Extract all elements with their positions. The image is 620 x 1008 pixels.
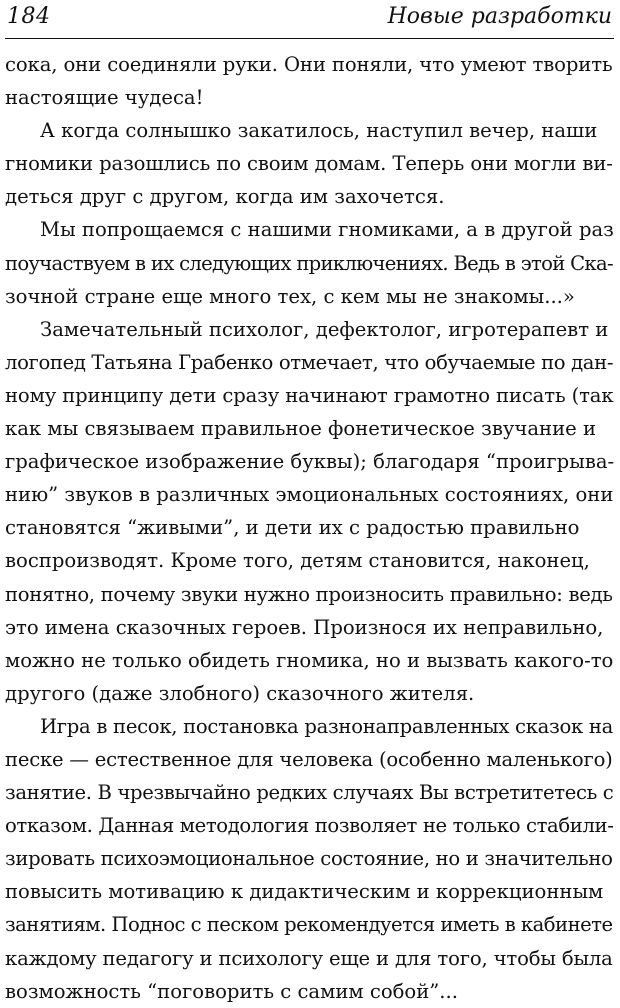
- text-line: зочной стране еще много тех, с кем мы не знакомы...»: [5, 284, 575, 308]
- text-line: логопед Татьяна Грабенко отмечает, что обучаемые по дан-: [5, 350, 614, 374]
- text-line: можно не только обидеть гномика, но и вызвать какого-то: [5, 648, 614, 672]
- running-title: Новые разработки: [387, 4, 612, 29]
- body-text: [5, 48, 614, 1008]
- text-line: другого (даже злобного) сказочного жителя.: [5, 681, 475, 705]
- text-line: как мы связываем правильное фонетическое звучание и: [5, 417, 597, 441]
- text-line: настоящие чудеса!: [5, 86, 204, 110]
- text-line: А когда солнышко закатилось, наступил вечер, наши: [40, 119, 598, 143]
- text-line: нию” звуков в различных эмоциональных состояниях, они: [5, 483, 614, 507]
- text-line: занятие. В чрезвычайно редких случаях Вы встретитетесь с: [5, 781, 614, 805]
- text-line: графическое изображение буквы); благодаря “проигрыва-: [5, 450, 615, 474]
- text-line: занятиям. Поднос с песком рекомендуется иметь в кабинете: [5, 913, 613, 937]
- text-line: ному принципу дети сразу начинают грамотно писать (так: [5, 383, 614, 407]
- text-line: возможность “поговорить с самим собой”...: [5, 979, 458, 1003]
- text-line: гномики разошлись по своим домам. Теперь они могли ви-: [5, 152, 613, 176]
- text-line: поучаствуем в их следующих приключениях. Ведь в этой Ска-: [5, 251, 613, 275]
- text-line: песке — естественное для человека (особенно маленького): [5, 747, 613, 771]
- text-line: Замечательный психолог, дефектолог, игротерапевт и: [40, 317, 609, 341]
- text-line: повысить мотивацию к дидактическим и коррекционным: [5, 880, 604, 904]
- page-header: [5, 0, 614, 39]
- text-line: это имена сказочных героев. Произнося их неправильно,: [5, 615, 604, 639]
- text-line: понятно, почему звуки нужно произносить правильно: ведь: [5, 582, 613, 606]
- text-line: становятся “живыми”, и дети их с радостью правильно: [5, 516, 580, 540]
- text-line: сока, они соединяли руки. Они поняли, что умеют творить: [5, 53, 613, 76]
- page-number: 184: [7, 4, 51, 29]
- text-line: Игра в песок, постановка разнонаправленных сказок на: [40, 714, 614, 738]
- text-line: зировать психоэмоциональное состояние, но и значительно: [5, 847, 613, 871]
- text-line: воспроизводят. Кроме того, детям становится, наконец,: [5, 549, 590, 573]
- text-line: каждому педагогу и психологу еще и для того, чтобы была: [5, 946, 613, 970]
- text-line: отказом. Данная методология позволяет не только стабили-: [5, 814, 614, 838]
- text-line: деться друг с другом, когда им захочется.: [5, 185, 445, 209]
- text-line: Мы попрощаемся с нашими гномиками, а в другой раз: [40, 218, 614, 242]
